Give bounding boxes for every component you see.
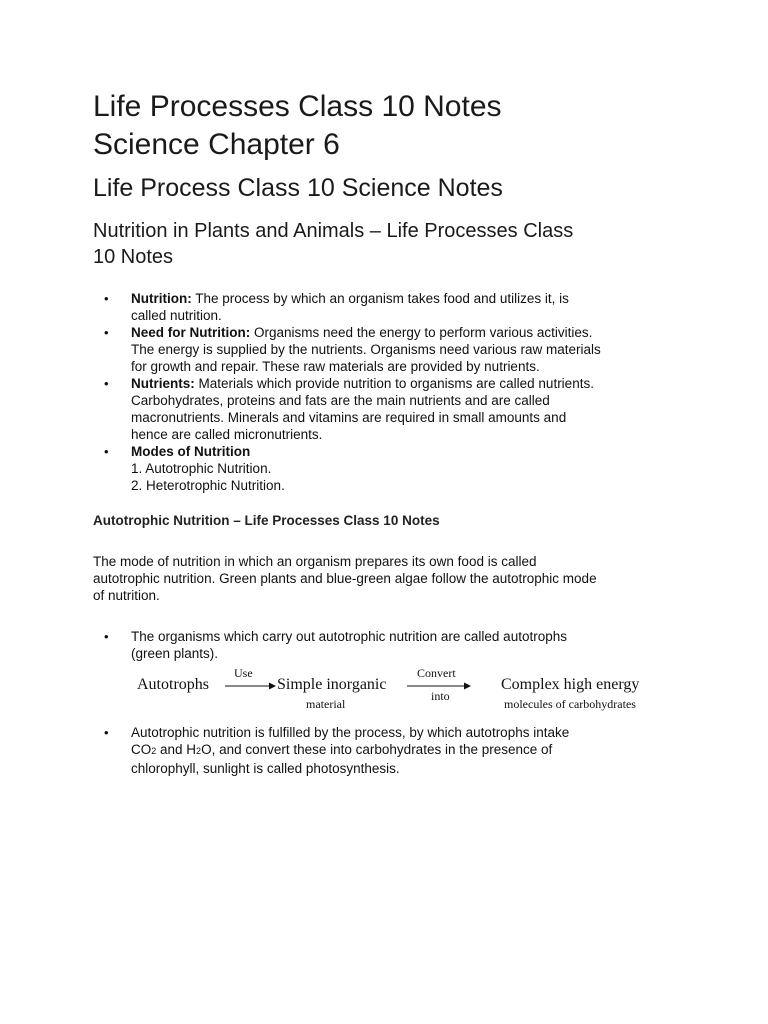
section-heading: [93, 218, 683, 270]
autotrophic-paragraph: [93, 553, 683, 604]
subscript-2: 2: [196, 746, 202, 756]
arrow-label-convert: Convert: [417, 666, 456, 680]
section-heading-line-1: Nutrition in Plants and Animals – Life Processes Class: [93, 220, 574, 242]
bullet-text-line: Autotrophic nutrition is fulfilled by the process, by which autotrophs intake: [131, 725, 570, 740]
node-simple-inorganic: Simple inorganic: [277, 676, 387, 693]
title-line-1: Life Processes Class 10 Notes: [93, 90, 502, 123]
bullet-marker: •: [104, 725, 109, 740]
definition-line: hence are called micronutrients.: [131, 427, 323, 442]
list-item-modes-of-nutrition: [93, 443, 683, 494]
list-item-photosynthesis: [93, 724, 683, 777]
node-complex-high-energy-sub: molecules of carbohydrates: [504, 697, 636, 711]
definition-line: called nutrition.: [131, 308, 222, 323]
arrow-label-use: Use: [234, 666, 253, 680]
term-modes-of-nutrition: Modes of Nutrition: [131, 444, 251, 459]
and-h-text: and H: [156, 742, 197, 757]
autotroph-bullet-list: [93, 628, 683, 662]
definition-line: macronutrients. Minerals and vitamins are required in small amounts and: [131, 410, 567, 425]
section-heading-line-2: 10 Notes: [93, 246, 174, 268]
autotrophic-heading: Autotrophic Nutrition – Life Processes Class 10 Notes: [93, 513, 440, 528]
list-item-nutrients: [93, 375, 683, 443]
list-item-autotrophs: [93, 628, 683, 662]
bullet-text-line: chlorophyll, sunlight is called photosynthesis.: [131, 761, 400, 776]
term-need-for-nutrition: Need for Nutrition:: [131, 325, 251, 340]
bullet-text-line: (green plants).: [131, 646, 219, 661]
autotrophs-flow-diagram: [129, 666, 683, 722]
list-item-nutrition: [93, 290, 683, 324]
node-complex-high-energy: Complex high energy: [501, 676, 640, 693]
page-title: [93, 88, 683, 164]
definition-line: Organisms need the energy to perform various activities.: [254, 325, 593, 340]
term-nutrition: Nutrition:: [131, 291, 192, 306]
node-autotrophs: Autotrophs: [137, 676, 209, 693]
formula-co2: [131, 742, 156, 757]
bullet-marker: •: [104, 291, 109, 306]
co-text: CO: [131, 742, 152, 757]
subscript-2: 2: [151, 746, 157, 756]
bullet-marker: •: [104, 325, 109, 340]
definition-line: Carbohydrates, proteins and fats are the main nutrients and are called: [131, 393, 550, 408]
bullet-marker: •: [104, 629, 109, 644]
arrow-use: [225, 683, 276, 690]
bullet-marker: •: [104, 376, 109, 391]
photosynthesis-bullet-list: [93, 724, 683, 777]
term-nutrients: Nutrients:: [131, 376, 195, 391]
bullet-text-line: O, and convert these into carbohydrates in the presence of: [201, 742, 553, 757]
bullet-text-line: The organisms which carry out autotrophic nutrition are called autotrophs: [131, 629, 567, 644]
mode-item: 1. Autotrophic Nutrition.: [131, 461, 272, 476]
definition-line: for growth and repair. These raw materials are provided by nutrients.: [131, 359, 540, 374]
document-content: [93, 88, 683, 777]
definition-line: The process by which an organism takes food and utilizes it, is: [195, 291, 569, 306]
paragraph-line: autotrophic nutrition. Green plants and blue-green algae follow the autotrophic mode: [93, 571, 597, 586]
paragraph-line: of nutrition.: [93, 588, 160, 603]
arrow-label-into: into: [431, 689, 450, 703]
subtitle: Life Process Class 10 Science Notes: [93, 174, 503, 202]
bullet-marker: •: [104, 444, 109, 459]
title-line-2: Science Chapter 6: [93, 128, 340, 161]
mode-item: 2. Heterotrophic Nutrition.: [131, 478, 285, 493]
node-simple-inorganic-sub: material: [306, 697, 346, 711]
definition-line: The energy is supplied by the nutrients. Organisms need various raw materials: [131, 342, 601, 357]
definition-line: Materials which provide nutrition to organisms are called nutrients.: [198, 376, 594, 391]
nutrition-bullet-list: [93, 290, 683, 494]
list-item-need-for-nutrition: [93, 324, 683, 375]
paragraph-line: The mode of nutrition in which an organism prepares its own food is called: [93, 554, 537, 569]
